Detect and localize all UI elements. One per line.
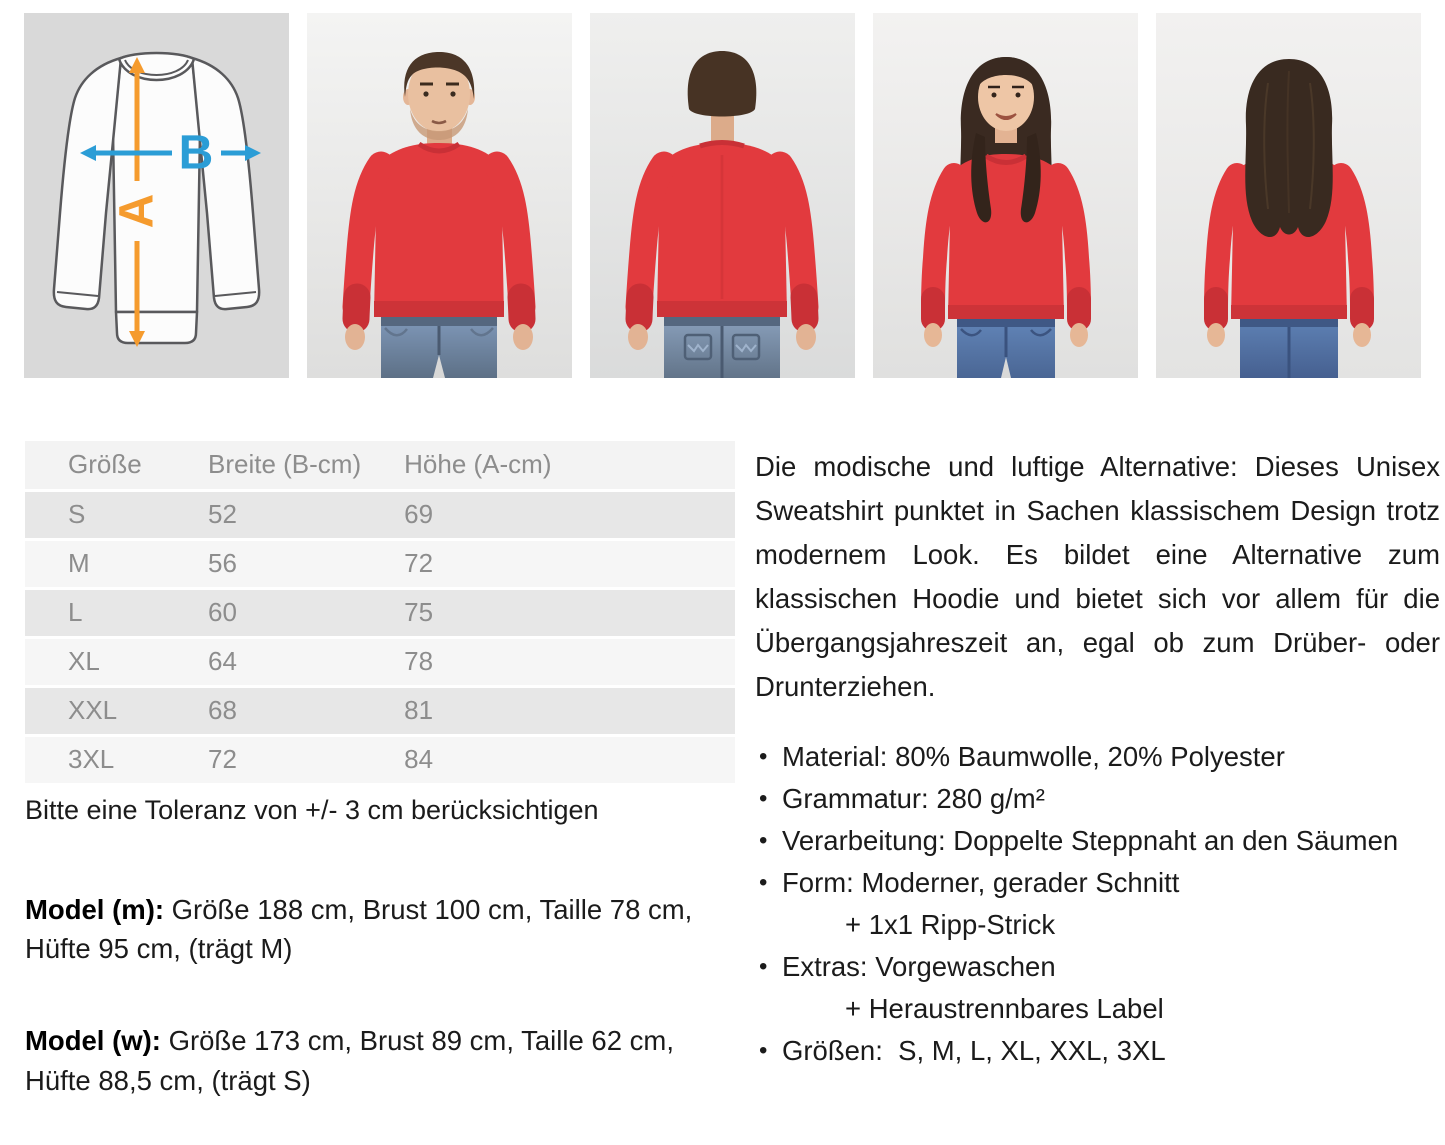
model-male-label: Model (m): xyxy=(25,893,165,925)
model-info-male xyxy=(25,890,725,970)
sweatshirt-measurement-diagram xyxy=(24,13,289,378)
table-row: XXL 68 81 xyxy=(25,686,735,735)
product-details xyxy=(0,378,1445,1101)
feature-item-form: • Form: Moderner, gerader Schnitt + 1x1 Ripp-Strick xyxy=(755,862,1440,946)
label-B: B xyxy=(178,126,214,180)
feature-item-groessen: • Größen: S, M, L, XL, XXL, 3XL xyxy=(755,1030,1440,1072)
product-image-gallery xyxy=(0,0,1445,378)
tolerance-note: Bitte eine Toleranz von +/- 3 cm berücksichtigen xyxy=(25,794,599,825)
size-table-header-row xyxy=(25,441,735,490)
model-info-female xyxy=(25,1021,725,1101)
product-photo-female-back[interactable] xyxy=(1156,13,1421,378)
table-row: XL 64 78 xyxy=(25,637,735,686)
column-header-width: Breite (B-cm) xyxy=(165,441,361,490)
feature-item-material: • Material: 80% Baumwolle, 20% Polyester xyxy=(755,736,1440,778)
column-header-height: Höhe (A-cm) xyxy=(361,441,735,490)
feature-item-verarbeitung: • Verarbeitung: Doppelte Steppnaht an den Säumen xyxy=(755,820,1440,862)
male-back-illustration xyxy=(590,13,855,378)
female-back-illustration xyxy=(1156,13,1421,378)
table-row: S 52 69 xyxy=(25,490,735,539)
table-row: M 56 72 xyxy=(25,539,735,588)
feature-item-extras-sub: + Heraustrennbares Label xyxy=(845,993,1164,1024)
feature-item-form-sub: + 1x1 Ripp-Strick xyxy=(845,909,1056,940)
product-photo-female-front[interactable] xyxy=(873,13,1138,378)
label-A: A xyxy=(110,193,164,229)
size-info-column xyxy=(25,441,735,1101)
feature-list xyxy=(755,736,1440,1072)
size-table xyxy=(25,441,735,786)
feature-item-extras: • Extras: Vorgewaschen + Heraustrennbares Label xyxy=(755,946,1440,1030)
column-header-size: Größe xyxy=(25,441,165,490)
product-photo-male-front[interactable] xyxy=(307,13,572,378)
product-photo-male-back[interactable] xyxy=(590,13,855,378)
product-description: Die modische und luftige Alternative: Dieses Unisex Sweatshirt punktet in Sachen klassischem Design trotz modernem Look. Es bildet eine Alternative zum klassischen Hoodie und bietet sich vor allem für die Übergangsjahreszeit an, egal ob zum Drüber- oder Drunterziehen. xyxy=(755,451,1440,702)
table-row: L 60 75 xyxy=(25,588,735,637)
description-column xyxy=(755,441,1443,1101)
feature-item-grammatur: • Grammatur: 280 g/m² xyxy=(755,778,1440,820)
male-front-illustration xyxy=(307,13,572,378)
model-female-label: Model (w): xyxy=(25,1025,161,1057)
model-female-measurements: Größe 173 cm, Brust 89 cm, Taille 62 cm, Hüfte 88,5 cm, (trägt S) xyxy=(25,1025,674,1097)
model-male-measurements: Größe 188 cm, Brust 100 cm, Taille 78 cm, Hüfte 95 cm, (trägt M) xyxy=(25,893,693,965)
size-diagram-image[interactable] xyxy=(24,13,289,378)
table-row: 3XL 72 84 xyxy=(25,735,735,784)
female-front-illustration xyxy=(873,13,1138,378)
